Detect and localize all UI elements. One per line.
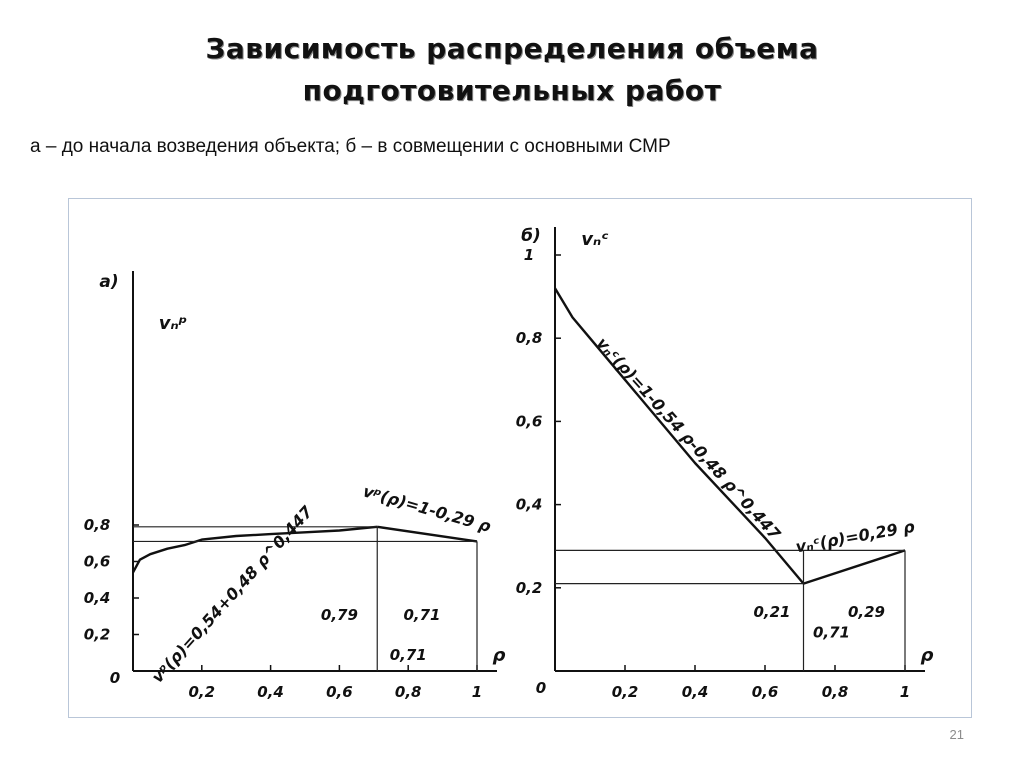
chart-a-x-tick-label: 0,8 [394, 683, 422, 701]
chart-a-x-tick-label: 0,4 [257, 683, 284, 701]
slide-subtitle: а – до начала возведения объекта; б – в совмещении с основными СМР [30, 136, 671, 157]
chart-b-y-tick-label: 0,8 [515, 329, 543, 348]
slide-title-line1: Зависимость распределения объема [205, 32, 819, 65]
charts-svg [69, 199, 971, 717]
slide-title-line2: подготовительных работ [302, 74, 722, 107]
chart-a-y-tick-label: 0,2 [83, 625, 111, 644]
chart-a-x-tick-label: 0,2 [188, 683, 216, 701]
chart-b-origin-label: 0 [535, 679, 547, 697]
chart-a-panel-label: а) [99, 272, 119, 292]
chart-b-series-1-formula: vₙᶜ(ρ)=1-0,54 ρ-0,48 ρ^0,447 [592, 333, 785, 544]
chart-a-x-tick-label: 1 [471, 683, 483, 701]
chart-a-x-label: ρ [492, 645, 506, 666]
chart-a-series-2-formula: vᵖ(ρ)=1-0,29 ρ [360, 481, 493, 537]
chart-a-annotation-break-x: 0,71 [389, 646, 427, 665]
chart-b-series-2-formula: vₙᶜ(ρ)=0,29 ρ [794, 516, 916, 557]
chart-a-annotation-end-value: 0,71 [403, 605, 441, 624]
chart-a-y-tick-label: 0,4 [83, 589, 111, 607]
chart-b-annotation-break-x: 0,71 [812, 623, 851, 642]
chart-b-annotation-break-value: 0,21 [753, 602, 791, 621]
chart-b-panel-label: б) [521, 226, 541, 246]
chart-b-annotation-end-value: 0,29 [847, 602, 886, 621]
chart-b-x-tick-label: 1 [899, 683, 911, 701]
chart-a-annotation-break-value: 0,79 [320, 605, 358, 624]
chart-b-x-label: ρ [920, 645, 934, 666]
chart-b-x-tick-label: 0,4 [681, 683, 709, 701]
figure-frame [68, 198, 972, 718]
chart-b-y-label: vₙᶜ [581, 229, 609, 250]
chart-b-x-tick-label: 0,6 [751, 683, 779, 701]
page-number: 21 [949, 727, 964, 742]
chart-a-y-tick-label: 0,8 [83, 516, 111, 534]
chart-a-series-2-line [377, 527, 477, 542]
chart-a-origin-label: 0 [109, 669, 121, 687]
chart-a-y-tick-label: 0,6 [83, 552, 111, 571]
chart-b-y-tick-label: 1 [523, 246, 535, 264]
chart-b-x-tick-label: 0,8 [821, 683, 849, 701]
chart-a-series-1-formula: vᵖ(ρ)=0,54+0,48 ρ^0,447 [147, 502, 317, 687]
chart-b-y-tick-label: 0,6 [515, 412, 543, 431]
chart-b-y-tick-label: 0,4 [515, 495, 543, 514]
slide-title [112, 28, 912, 112]
chart-b-x-tick-label: 0,2 [611, 683, 639, 701]
chart-a-x-tick-label: 0,6 [326, 683, 353, 701]
chart-b-series-2-line [804, 550, 906, 583]
chart-b-y-tick-label: 0,2 [515, 578, 543, 597]
chart-a-y-label: vₙᵖ [158, 313, 188, 334]
